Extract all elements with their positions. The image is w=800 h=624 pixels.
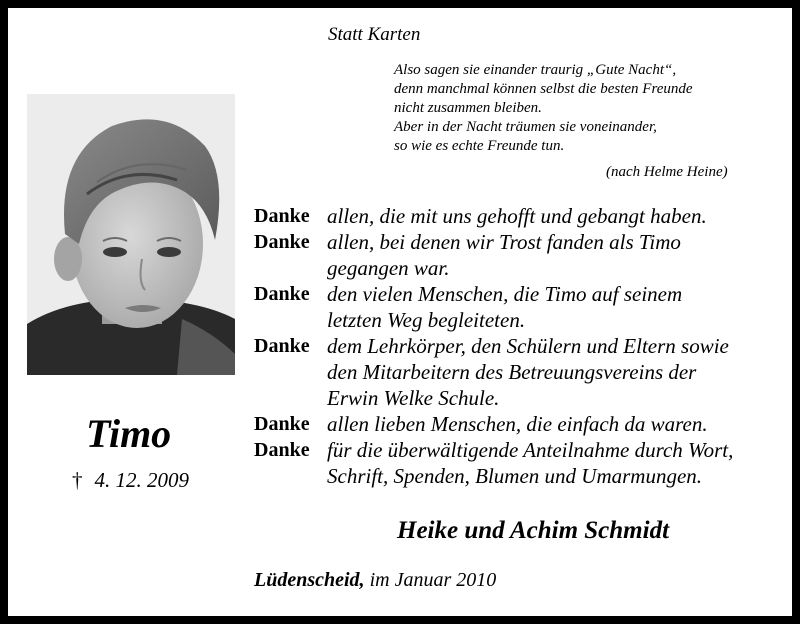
thanks-item: [254, 229, 784, 281]
thanks-text: [327, 203, 707, 229]
thanks-line: letzten Weg begleiteten.: [327, 308, 526, 332]
thanks-text: [327, 229, 681, 281]
thanks-text: [327, 411, 708, 437]
obituary-card: [8, 8, 792, 616]
poem-line: denn manchmal können selbst die besten Freunde: [394, 81, 693, 97]
poem-line: Also sagen sie einander traurig „Gute Nacht“,: [394, 62, 677, 78]
thanks-item: [254, 333, 784, 411]
poem: [394, 61, 693, 156]
thanks-text: [327, 437, 733, 489]
place-date-line: [254, 569, 496, 592]
thanks-label: Danke: [254, 231, 310, 253]
thanks-list: [254, 203, 784, 489]
place-name: Lüdenscheid,: [254, 569, 365, 591]
thanks-line: dem Lehrkörper, den Schülern und Eltern sowie: [327, 334, 729, 358]
thanks-line: für die überwältigende Anteilnahme durch Wort,: [327, 438, 734, 462]
thanks-line: Schrift, Spenden, Blumen und Umarmungen.: [327, 464, 703, 488]
thanks-line: den Mitarbeitern des Betreuungsvereins der: [327, 360, 697, 384]
thanks-line: allen, bei denen wir Trost fanden als Timo: [327, 230, 681, 254]
thanks-label: Danke: [254, 205, 310, 227]
thanks-line: Erwin Welke Schule.: [327, 386, 500, 410]
thanks-item: [254, 437, 784, 489]
poem-source: (nach Helme Heine): [606, 164, 728, 180]
thanks-line: allen, die mit uns gehofft und gebangt haben.: [327, 204, 707, 228]
thanks-line: allen lieben Menschen, die einfach da waren.: [327, 412, 708, 436]
thanks-label: Danke: [254, 283, 310, 305]
thanks-label: Danke: [254, 413, 310, 435]
deceased-name: Timo: [86, 411, 172, 456]
cross-icon: †: [72, 468, 83, 492]
thanks-text: [327, 333, 729, 411]
heading: Statt Karten: [328, 24, 421, 45]
thanks-label: Danke: [254, 335, 310, 357]
thanks-text: [327, 281, 682, 333]
place-date: im Januar 2010: [369, 569, 497, 591]
death-date-line: [72, 468, 189, 493]
thanks-item: [254, 203, 784, 229]
portrait-photo-illustration: [27, 94, 235, 375]
thanks-item: [254, 411, 784, 437]
signature: Heike und Achim Schmidt: [397, 517, 670, 544]
thanks-label: Danke: [254, 439, 310, 461]
portrait-photo: [27, 94, 235, 375]
death-date: 4. 12. 2009: [94, 468, 189, 492]
poem-line: nicht zusammen bleiben.: [394, 100, 542, 116]
thanks-line: gegangen war.: [327, 256, 450, 280]
poem-line: Aber in der Nacht träumen sie voneinander,: [394, 119, 657, 135]
thanks-item: [254, 281, 784, 333]
thanks-line: den vielen Menschen, die Timo auf seinem: [327, 282, 683, 306]
poem-line: so wie es echte Freunde tun.: [394, 138, 565, 154]
